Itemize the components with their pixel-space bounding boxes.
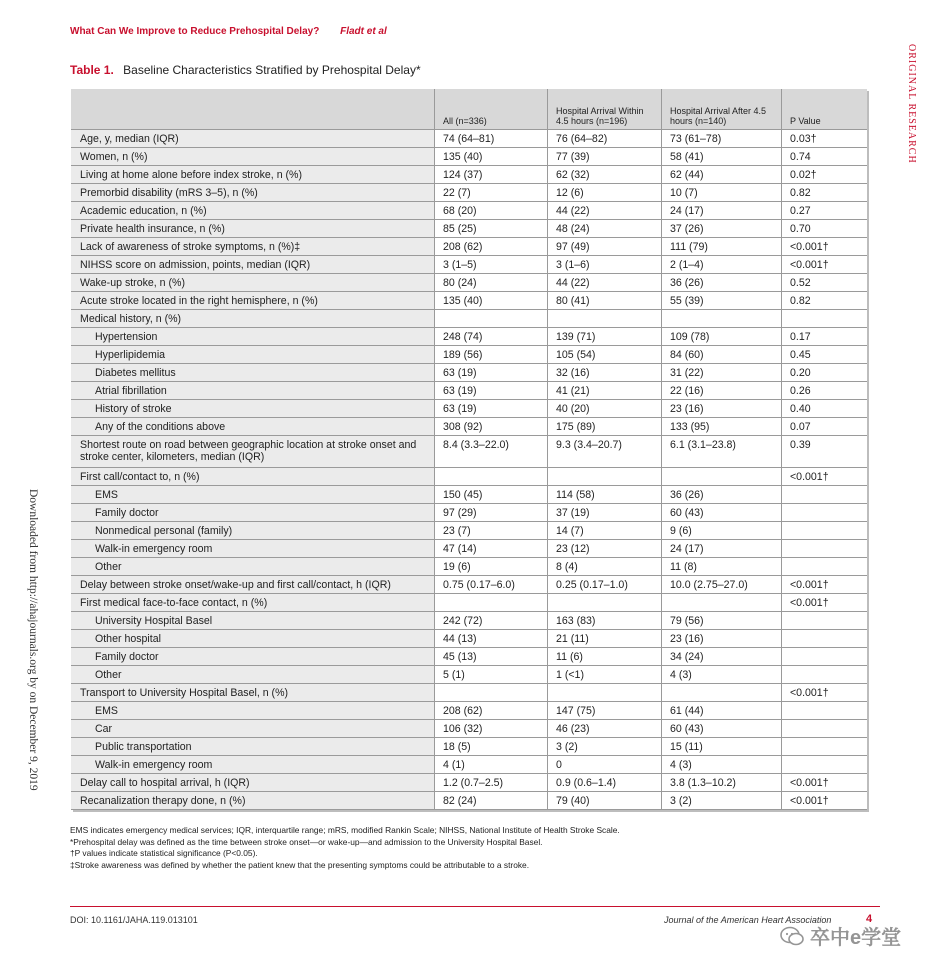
cell-after-4-5h: 133 (95): [662, 418, 782, 436]
row-label: University Hospital Basel: [71, 612, 435, 630]
cell-within-4-5h: 1 (<1): [548, 666, 662, 684]
cell-all: 208 (62): [435, 238, 548, 256]
row-label: Recanalization therapy done, n (%): [71, 792, 435, 810]
header-all: All (n=336): [435, 89, 548, 130]
cell-p-value: [782, 522, 867, 540]
cell-within-4-5h: 32 (16): [548, 364, 662, 382]
cell-p-value: 0.03†: [782, 130, 867, 148]
table-body: [71, 130, 867, 810]
cell-all: 208 (62): [435, 702, 548, 720]
row-label: Family doctor: [71, 648, 435, 666]
cell-p-value: [782, 702, 867, 720]
cell-p-value: 0.27: [782, 202, 867, 220]
footnote: †P values indicate statistical significance (P<0.05).: [70, 848, 258, 858]
table-row: [71, 256, 867, 274]
table-footnotes: [70, 825, 860, 871]
cell-p-value: [782, 558, 867, 576]
cell-p-value: 0.70: [782, 220, 867, 238]
cell-all: 19 (6): [435, 558, 548, 576]
cell-all: 0.75 (0.17–6.0): [435, 576, 548, 594]
cell-all: 85 (25): [435, 220, 548, 238]
cell-all: 97 (29): [435, 504, 548, 522]
table-row: [71, 648, 867, 666]
cell-p-value: [782, 648, 867, 666]
table-row: [71, 400, 867, 418]
cell-within-4-5h: 23 (12): [548, 540, 662, 558]
cell-within-4-5h: 0.9 (0.6–1.4): [548, 774, 662, 792]
footer-journal: Journal of the American Heart Association: [664, 915, 832, 925]
baseline-table: [71, 89, 867, 810]
cell-after-4-5h: 3.8 (1.3–10.2): [662, 774, 782, 792]
cell-within-4-5h: 46 (23): [548, 720, 662, 738]
watermark: [780, 921, 901, 950]
row-label: Other: [71, 558, 435, 576]
cell-all: 135 (40): [435, 148, 548, 166]
table-row: [71, 436, 867, 468]
cell-within-4-5h: 41 (21): [548, 382, 662, 400]
cell-after-4-5h: 22 (16): [662, 382, 782, 400]
cell-all: 248 (74): [435, 328, 548, 346]
cell-p-value: 0.82: [782, 184, 867, 202]
row-label: Diabetes mellitus: [71, 364, 435, 382]
row-label: Public transportation: [71, 738, 435, 756]
header-characteristic: [71, 89, 435, 130]
page-number: 4: [866, 913, 873, 925]
row-label: Family doctor: [71, 504, 435, 522]
row-label: Shortest route on road between geographic location at stroke onset and stroke center, kilometers, median (IQR): [71, 436, 435, 468]
watermark-text: 卒中e学堂: [810, 927, 902, 949]
table-row: [71, 522, 867, 540]
cell-all: 63 (19): [435, 364, 548, 382]
cell-p-value: [782, 756, 867, 774]
cell-within-4-5h: 44 (22): [548, 274, 662, 292]
section-side-label: ORIGINAL RESEARCH: [906, 44, 917, 164]
cell-after-4-5h: 36 (26): [662, 486, 782, 504]
table-row: [71, 540, 867, 558]
cell-within-4-5h: 3 (1–6): [548, 256, 662, 274]
table-row: [71, 292, 867, 310]
cell-after-4-5h: 6.1 (3.1–23.8): [662, 436, 782, 468]
table-row: [71, 558, 867, 576]
table-row: [71, 702, 867, 720]
footer-doi: DOI: 10.1161/JAHA.119.013101: [70, 915, 198, 925]
running-head-title: What Can We Improve to Reduce Prehospital Delay?: [70, 26, 320, 37]
cell-after-4-5h: 37 (26): [662, 220, 782, 238]
table-row: [71, 612, 867, 630]
table-number: Table 1.: [70, 63, 114, 77]
cell-within-4-5h: 8 (4): [548, 558, 662, 576]
table-row: [71, 774, 867, 792]
cell-after-4-5h: 61 (44): [662, 702, 782, 720]
row-label: Other: [71, 666, 435, 684]
cell-p-value: 0.17: [782, 328, 867, 346]
cell-after-4-5h: 34 (24): [662, 648, 782, 666]
row-label: First call/contact to, n (%): [71, 468, 435, 486]
header-within-4-5h: Hospital Arrival Within 4.5 hours (n=196): [548, 89, 662, 130]
cell-after-4-5h: 79 (56): [662, 612, 782, 630]
row-label: Acute stroke located in the right hemisphere, n (%): [71, 292, 435, 310]
table-title-text: Baseline Characteristics Stratified by Prehospital Delay*: [123, 63, 421, 77]
cell-within-4-5h: 40 (20): [548, 400, 662, 418]
header-p-value: P Value: [782, 89, 867, 130]
row-label: Private health insurance, n (%): [71, 220, 435, 238]
header-after-4-5h: Hospital Arrival After 4.5 hours (n=140): [662, 89, 782, 130]
cell-all: 18 (5): [435, 738, 548, 756]
table-header-row: [71, 89, 867, 130]
table-row: [71, 720, 867, 738]
footnote: ‡Stroke awareness was defined by whether the patient knew that the presenting symptoms could be attributable to a stroke.: [70, 859, 530, 870]
row-label: EMS: [71, 486, 435, 504]
cell-p-value: [782, 738, 867, 756]
cell-after-4-5h: 73 (61–78): [662, 130, 782, 148]
cell-all: 63 (19): [435, 400, 548, 418]
cell-within-4-5h: 0.25 (0.17–1.0): [548, 576, 662, 594]
cell-after-4-5h: 24 (17): [662, 540, 782, 558]
cell-p-value: [782, 540, 867, 558]
table-row: [71, 310, 867, 328]
cell-after-4-5h: 4 (3): [662, 666, 782, 684]
cell-after-4-5h: 84 (60): [662, 346, 782, 364]
cell-within-4-5h: [548, 310, 662, 328]
table-row: [71, 166, 867, 184]
cell-within-4-5h: 163 (83): [548, 612, 662, 630]
cell-within-4-5h: 11 (6): [548, 648, 662, 666]
cell-all: [435, 684, 548, 702]
row-label: History of stroke: [71, 400, 435, 418]
cell-all: 124 (37): [435, 166, 548, 184]
cell-all: 47 (14): [435, 540, 548, 558]
table-row: [71, 148, 867, 166]
cell-within-4-5h: 76 (64–82): [548, 130, 662, 148]
cell-p-value: 0.52: [782, 274, 867, 292]
table-row: [71, 792, 867, 810]
cell-all: 68 (20): [435, 202, 548, 220]
cell-after-4-5h: 109 (78): [662, 328, 782, 346]
row-label: NIHSS score on admission, points, median (IQR): [71, 256, 435, 274]
cell-all: 22 (7): [435, 184, 548, 202]
cell-all: 4 (1): [435, 756, 548, 774]
row-label: Other hospital: [71, 630, 435, 648]
cell-all: 8.4 (3.3–22.0): [435, 436, 548, 468]
table-row: [71, 184, 867, 202]
row-label: Academic education, n (%): [71, 202, 435, 220]
table-row: [71, 130, 867, 148]
row-label: Delay call to hospital arrival, h (IQR): [71, 774, 435, 792]
cell-after-4-5h: 60 (43): [662, 720, 782, 738]
row-label: Walk-in emergency room: [71, 756, 435, 774]
cell-within-4-5h: 3 (2): [548, 738, 662, 756]
cell-after-4-5h: 58 (41): [662, 148, 782, 166]
table-row: [71, 684, 867, 702]
cell-within-4-5h: 139 (71): [548, 328, 662, 346]
cell-after-4-5h: 23 (16): [662, 400, 782, 418]
row-label: Women, n (%): [71, 148, 435, 166]
table-title: [70, 63, 421, 77]
table-row: [71, 238, 867, 256]
cell-within-4-5h: 77 (39): [548, 148, 662, 166]
cell-all: 1.2 (0.7–2.5): [435, 774, 548, 792]
cell-p-value: [782, 630, 867, 648]
cell-after-4-5h: 111 (79): [662, 238, 782, 256]
table-row: [71, 666, 867, 684]
cell-all: 189 (56): [435, 346, 548, 364]
row-label: Premorbid disability (mRS 3–5), n (%): [71, 184, 435, 202]
cell-after-4-5h: 24 (17): [662, 202, 782, 220]
cell-within-4-5h: 14 (7): [548, 522, 662, 540]
cell-all: [435, 468, 548, 486]
cell-p-value: [782, 720, 867, 738]
cell-after-4-5h: [662, 594, 782, 612]
cell-after-4-5h: 11 (8): [662, 558, 782, 576]
cell-within-4-5h: 97 (49): [548, 238, 662, 256]
cell-all: 3 (1–5): [435, 256, 548, 274]
cell-p-value: 0.07: [782, 418, 867, 436]
cell-all: [435, 310, 548, 328]
table-row: [71, 738, 867, 756]
row-label: Hypertension: [71, 328, 435, 346]
cell-within-4-5h: 48 (24): [548, 220, 662, 238]
cell-all: [435, 594, 548, 612]
cell-all: 106 (32): [435, 720, 548, 738]
cell-p-value: [782, 612, 867, 630]
cell-after-4-5h: 9 (6): [662, 522, 782, 540]
download-note: Downloaded from http://ahajournals.org by on December 9, 2019: [27, 489, 39, 791]
cell-within-4-5h: 21 (11): [548, 630, 662, 648]
cell-p-value: <0.001†: [782, 684, 867, 702]
cell-p-value: 0.74: [782, 148, 867, 166]
table-row: [71, 504, 867, 522]
cell-within-4-5h: 105 (54): [548, 346, 662, 364]
cell-after-4-5h: 31 (22): [662, 364, 782, 382]
cell-p-value: [782, 310, 867, 328]
cell-p-value: 0.26: [782, 382, 867, 400]
cell-within-4-5h: 37 (19): [548, 504, 662, 522]
cell-p-value: <0.001†: [782, 774, 867, 792]
table-row: [71, 756, 867, 774]
table-row: [71, 220, 867, 238]
cell-p-value: 0.82: [782, 292, 867, 310]
cell-after-4-5h: 23 (16): [662, 630, 782, 648]
cell-within-4-5h: 79 (40): [548, 792, 662, 810]
cell-all: 63 (19): [435, 382, 548, 400]
cell-within-4-5h: 175 (89): [548, 418, 662, 436]
footnote: *Prehospital delay was defined as the time between stroke onset—or wake-up—and admission to the University Hospital Basel.: [70, 836, 543, 847]
table-row: [71, 468, 867, 486]
row-label: EMS: [71, 702, 435, 720]
cell-all: 80 (24): [435, 274, 548, 292]
cell-p-value: <0.001†: [782, 792, 867, 810]
running-head-authors: Fladt et al: [340, 26, 387, 37]
cell-p-value: <0.001†: [782, 594, 867, 612]
cell-p-value: 0.39: [782, 436, 867, 468]
footnote: EMS indicates emergency medical services; IQR, interquartile range; mRS, modified Rankin Scale; NIHSS, National Institute of Health Stroke Scale.: [70, 825, 620, 835]
cell-p-value: [782, 486, 867, 504]
row-label: Walk-in emergency room: [71, 540, 435, 558]
running-head: [70, 26, 387, 37]
row-label: Lack of awareness of stroke symptoms, n (%)‡: [71, 238, 435, 256]
cell-after-4-5h: 55 (39): [662, 292, 782, 310]
cell-after-4-5h: [662, 468, 782, 486]
cell-within-4-5h: 147 (75): [548, 702, 662, 720]
cell-after-4-5h: 2 (1–4): [662, 256, 782, 274]
cell-all: 308 (92): [435, 418, 548, 436]
cell-within-4-5h: 9.3 (3.4–20.7): [548, 436, 662, 468]
cell-after-4-5h: 15 (11): [662, 738, 782, 756]
cell-p-value: [782, 666, 867, 684]
cell-all: 135 (40): [435, 292, 548, 310]
table-row: [71, 364, 867, 382]
cell-within-4-5h: 114 (58): [548, 486, 662, 504]
cell-within-4-5h: 62 (32): [548, 166, 662, 184]
cell-after-4-5h: 10.0 (2.75–27.0): [662, 576, 782, 594]
cell-within-4-5h: 12 (6): [548, 184, 662, 202]
cell-within-4-5h: 0: [548, 756, 662, 774]
row-label: First medical face-to-face contact, n (%): [71, 594, 435, 612]
cell-within-4-5h: [548, 594, 662, 612]
cell-within-4-5h: [548, 468, 662, 486]
cell-p-value: 0.45: [782, 346, 867, 364]
row-label: Transport to University Hospital Basel, n (%): [71, 684, 435, 702]
cell-all: 5 (1): [435, 666, 548, 684]
cell-within-4-5h: 80 (41): [548, 292, 662, 310]
cell-all: 74 (64–81): [435, 130, 548, 148]
row-label: Car: [71, 720, 435, 738]
cell-after-4-5h: 60 (43): [662, 504, 782, 522]
chat-icon: [780, 926, 804, 946]
cell-p-value: 0.20: [782, 364, 867, 382]
row-label: Nonmedical personal (family): [71, 522, 435, 540]
cell-p-value: 0.02†: [782, 166, 867, 184]
cell-all: 242 (72): [435, 612, 548, 630]
cell-all: 44 (13): [435, 630, 548, 648]
footer-rule: [70, 906, 880, 907]
row-label: Atrial fibrillation: [71, 382, 435, 400]
table-row: [71, 202, 867, 220]
cell-after-4-5h: 4 (3): [662, 756, 782, 774]
row-label: Any of the conditions above: [71, 418, 435, 436]
cell-after-4-5h: 10 (7): [662, 184, 782, 202]
baseline-table-container: [71, 89, 867, 810]
table-row: [71, 346, 867, 364]
cell-after-4-5h: [662, 310, 782, 328]
cell-after-4-5h: 3 (2): [662, 792, 782, 810]
table-row: [71, 328, 867, 346]
cell-all: 45 (13): [435, 648, 548, 666]
table-row: [71, 630, 867, 648]
cell-all: 23 (7): [435, 522, 548, 540]
cell-all: 150 (45): [435, 486, 548, 504]
cell-within-4-5h: 44 (22): [548, 202, 662, 220]
table-row: [71, 486, 867, 504]
cell-p-value: <0.001†: [782, 256, 867, 274]
row-label: Medical history, n (%): [71, 310, 435, 328]
cell-after-4-5h: 36 (26): [662, 274, 782, 292]
row-label: Wake-up stroke, n (%): [71, 274, 435, 292]
cell-p-value: <0.001†: [782, 576, 867, 594]
cell-after-4-5h: 62 (44): [662, 166, 782, 184]
table-row: [71, 594, 867, 612]
row-label: Delay between stroke onset/wake-up and first call/contact, h (IQR): [71, 576, 435, 594]
cell-p-value: <0.001†: [782, 468, 867, 486]
table-row: [71, 274, 867, 292]
table-row: [71, 576, 867, 594]
row-label: Hyperlipidemia: [71, 346, 435, 364]
cell-p-value: <0.001†: [782, 238, 867, 256]
table-row: [71, 382, 867, 400]
cell-p-value: [782, 504, 867, 522]
cell-all: 82 (24): [435, 792, 548, 810]
cell-within-4-5h: [548, 684, 662, 702]
cell-after-4-5h: [662, 684, 782, 702]
table-row: [71, 418, 867, 436]
cell-p-value: 0.40: [782, 400, 867, 418]
row-label: Living at home alone before index stroke, n (%): [71, 166, 435, 184]
row-label: Age, y, median (IQR): [71, 130, 435, 148]
